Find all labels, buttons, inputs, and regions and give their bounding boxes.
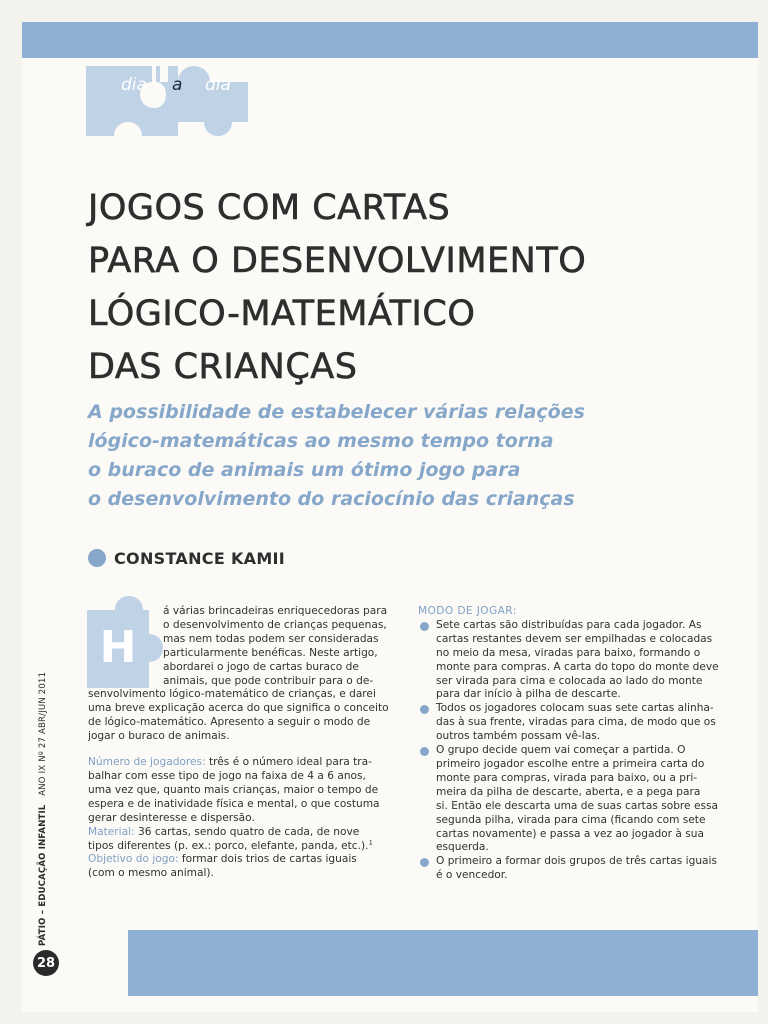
step-line: para dar início à pilha de descarte. <box>436 688 621 701</box>
intro-line: uma breve explicação acerca do que significa o conceito <box>88 702 389 715</box>
article-title <box>88 182 728 394</box>
section-word-a: a <box>172 75 183 95</box>
title-line: PARA O DESENVOLVIMENTO <box>88 241 587 281</box>
material-text: 36 cartas, sendo quatro de cada, de nove <box>134 825 360 838</box>
author-byline <box>88 546 285 570</box>
players-text: três é o número ideal para tra- <box>205 756 372 769</box>
section-word-dia-2: dia <box>205 75 231 95</box>
intro-line: á várias brincadeiras enriquecedoras para <box>163 605 388 617</box>
subtitle-line: o buraco de animais um ótimo jogo para <box>88 459 521 481</box>
footnote-marker: 1 <box>368 839 373 846</box>
step-line: monte para compras. A carta do topo do monte deve <box>436 660 719 673</box>
players-line: gerar desinteresse e dispersão. <box>88 811 255 824</box>
step-line: é o vencedor. <box>436 869 508 882</box>
journal-name: PÁTIO – EDUCAÇÃO INFANTIL <box>38 804 48 946</box>
step-line: Todos os jogadores colocam suas sete cartas alinha- <box>418 702 732 716</box>
objective-label: Objetivo do jogo: <box>88 853 179 866</box>
step-line: outros também possam vê-las. <box>436 730 601 743</box>
bullet-dot-icon <box>420 858 429 867</box>
intro-line: particularmente benéficas. Neste artigo, <box>163 646 378 659</box>
intro-line: o desenvolvimento de crianças pequenas, <box>163 618 387 631</box>
page-number: 28 <box>33 950 59 976</box>
title-line: LÓGICO-MATEMÁTICO <box>88 294 476 334</box>
title-line: JOGOS COM CARTAS <box>88 188 451 228</box>
step-line: monte para compras, virada para baixo, ou a pri- <box>436 771 698 784</box>
step-line: no meio da mesa, viradas para baixo, formando o <box>436 646 701 659</box>
subtitle-line: A possibilidade de estabelecer várias relações <box>88 401 585 423</box>
material-text: tipos diferentes (p. ex.: porco, elefante, panda, etc.). <box>88 839 369 852</box>
journal-issue: ANO IX Nº 27 ABR/JUN 2011 <box>38 671 48 796</box>
players-line: balhar com esse tipo de jogo na faixa de 4 a 6 anos, <box>88 769 366 782</box>
step-line: ser virada para cima e colocada ao lado do monte <box>436 674 703 687</box>
bullet-dot-icon <box>420 622 429 631</box>
left-column <box>88 605 398 881</box>
players-line: uma vez que, quanto mais crianças, maior o tempo de <box>88 783 379 796</box>
step-line: das à sua frente, viradas para cima, de modo que os <box>436 716 716 729</box>
players-paragraph-first-line <box>88 756 398 770</box>
material-paragraph-second-line <box>88 840 398 854</box>
article-subtitle <box>88 398 708 514</box>
objective-line: (com o mesmo animal). <box>88 867 214 880</box>
intro-line: animais, que pode contribuir para o de- <box>163 674 374 687</box>
title-line: DAS CRIANÇAS <box>88 347 358 387</box>
intro-line: de lógico-matemático. Apresento a seguir o modo de <box>88 716 371 729</box>
step-line: O primeiro a formar dois grupos de três cartas iguais <box>418 855 732 869</box>
step-line: meira da pilha de descarte, aberta, e a pega para <box>436 785 701 798</box>
subtitle-line: o desenvolvimento do raciocínio das crianças <box>88 488 575 510</box>
bullet-dot-icon <box>88 549 106 567</box>
dropcap-letter: H <box>99 621 137 673</box>
journal-sidebar <box>38 672 48 946</box>
intro-line: mas nem todas podem ser consideradas <box>163 632 379 645</box>
objective-paragraph-first-line <box>88 853 398 867</box>
step-line: si. Então ele descarta uma de suas cartas sobre essa <box>436 799 718 812</box>
intro-line: abordarei o jogo de cartas buraco de <box>163 660 359 673</box>
intro-line: senvolvimento lógico-matemático de crianças, e darei <box>88 688 376 701</box>
top-color-band <box>22 22 758 58</box>
material-label: Material: <box>88 825 135 838</box>
step-line: cartas restantes devem ser empilhadas e colocadas <box>436 632 713 645</box>
right-column <box>418 605 732 883</box>
how-to-play-heading: MODO DE JOGAR: <box>418 605 517 617</box>
players-line: espera e de inatividade física e mental, o que costuma <box>88 797 380 810</box>
section-word-dia-1: dia <box>121 75 147 95</box>
author-name: CONSTANCE KAMII <box>114 548 286 568</box>
step-line: esquerda. <box>436 841 489 854</box>
step-line: segunda pilha, virada para cima (ficando com sete <box>436 813 706 826</box>
bullet-dot-icon <box>420 747 429 756</box>
bullet-dot-icon <box>420 705 429 714</box>
puzzle-section-badge <box>82 62 252 140</box>
objective-text: formar dois trios de cartas iguais <box>178 853 357 866</box>
bottom-color-band <box>128 930 758 996</box>
step-line: primeiro jogador escolhe entre a primeira carta do <box>436 757 705 770</box>
players-label: Número de jogadores: <box>88 756 206 769</box>
step-line: cartas novamente) e passa a vez ao jogador à sua <box>436 827 704 840</box>
intro-line: jogar o buraco de animais. <box>88 730 230 743</box>
step-line: Sete cartas são distribuídas para cada jogador. As <box>418 619 732 633</box>
subtitle-line: lógico-matemáticas ao mesmo tempo torna <box>88 430 554 452</box>
step-line: O grupo decide quem vai começar a partida. O <box>418 744 732 758</box>
material-paragraph-first-line <box>88 826 398 840</box>
